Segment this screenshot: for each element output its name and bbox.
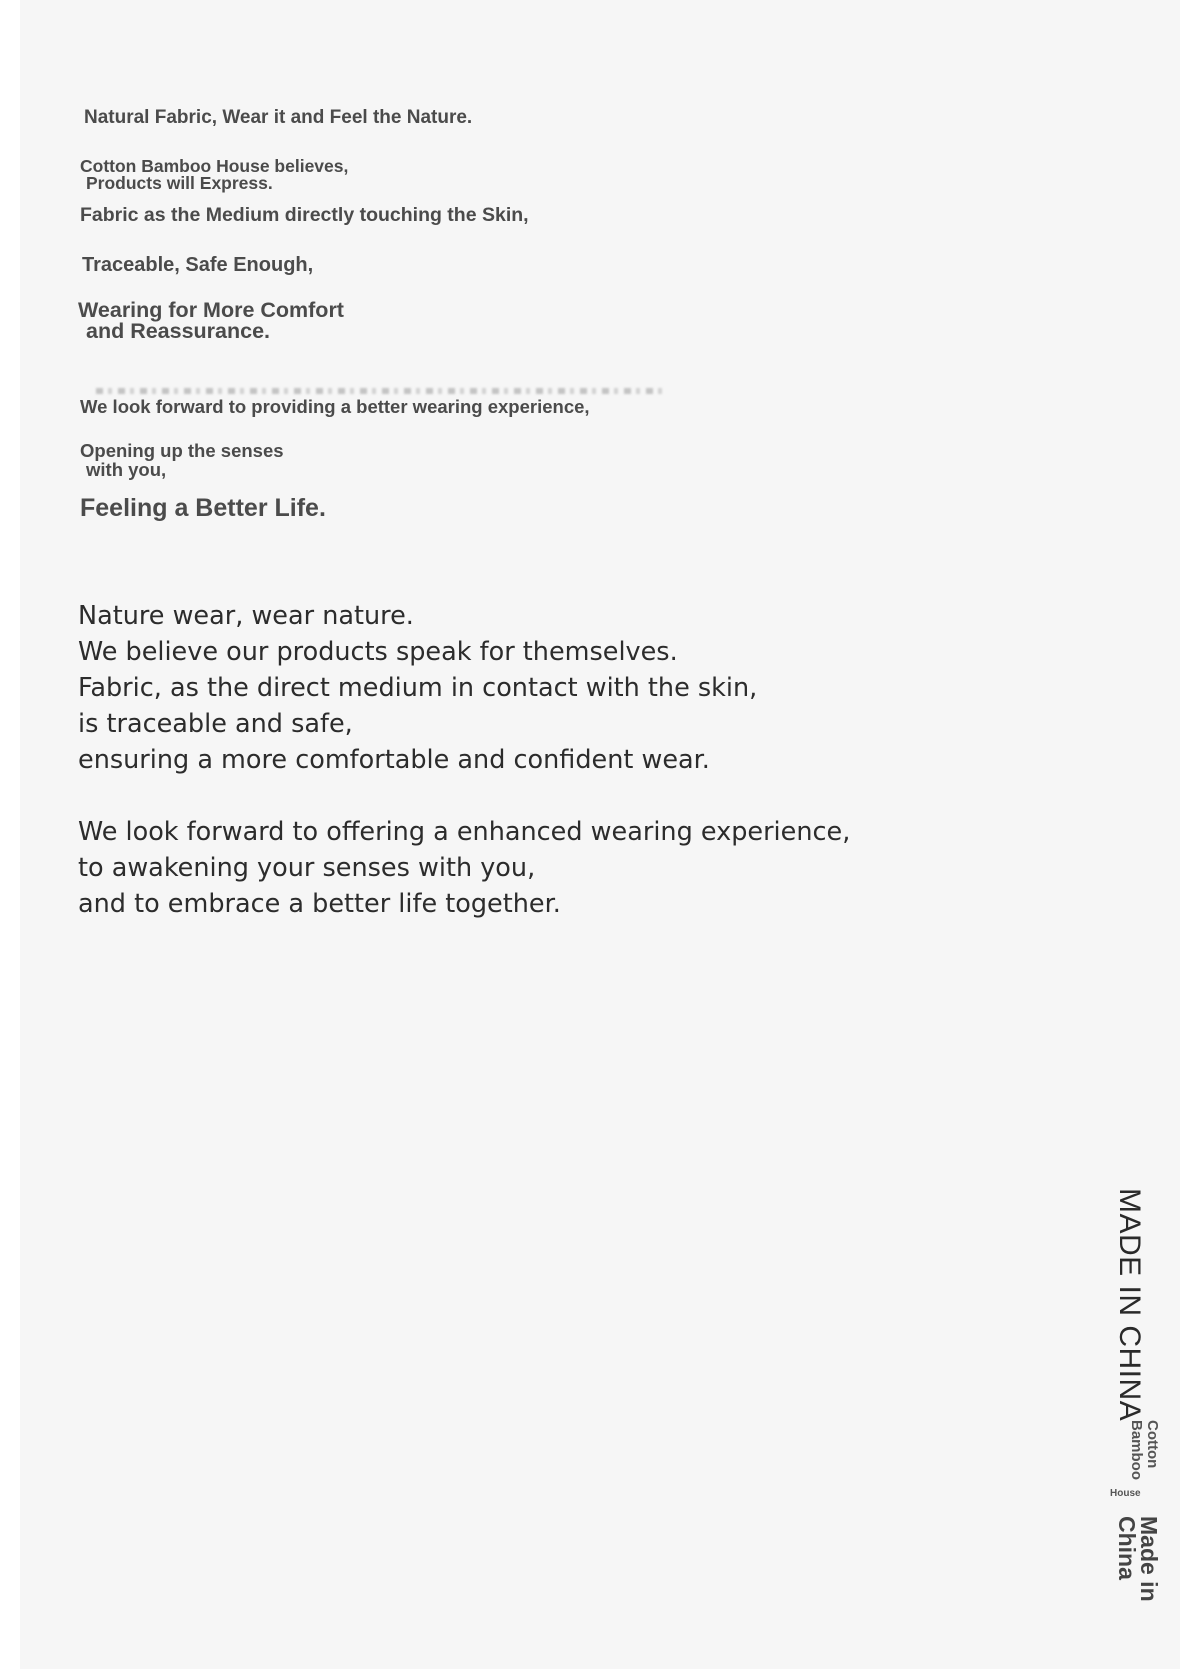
body-line: Nature wear, wear nature. [78, 601, 414, 631]
body-line: ensuring a more comfortable and confident wear. [78, 745, 710, 775]
body-line: Fabric, as the direct medium in contact with the skin, [78, 673, 758, 703]
header-line-better-life: Feeling a Better Life. [80, 494, 326, 522]
made-in-text: Made in [1136, 1516, 1162, 1602]
header-line-natural-fabric: Natural Fabric, Wear it and Feel the Nature. [84, 107, 473, 128]
body-line: is traceable and safe, [78, 709, 353, 739]
header-line-with-you: with you, [86, 459, 167, 480]
body-line: We look forward to offering a enhanced wearing experience, [78, 817, 851, 847]
header-line-look-forward: We look forward to providing a better wearing experience, [80, 396, 590, 417]
body-line: and to embrace a better life together. [78, 889, 561, 919]
brand-word-bamboo: Bamboo [1128, 1420, 1145, 1480]
smudge-mark [96, 388, 666, 394]
header-line-products-express: Products will Express. [86, 173, 273, 193]
brand-name-vertical [1128, 1420, 1160, 1480]
made-in-china-small-vertical [1116, 1516, 1160, 1602]
brand-word-cotton: Cotton [1144, 1420, 1161, 1469]
body-line: to awakening your senses with you, [78, 853, 536, 883]
china-text: China [1114, 1516, 1140, 1580]
body-line: We believe our products speak for themselves. [78, 637, 678, 667]
made-in-china-vertical: MADE IN CHINA [1113, 1188, 1146, 1422]
header-line-more-comfort: Wearing for More Comfort [78, 298, 344, 322]
header-line-traceable: Traceable, Safe Enough, [82, 254, 314, 276]
brand-word-house: House [1110, 1488, 1141, 1499]
header-line-opening-senses: Opening up the senses [80, 440, 284, 461]
body-paragraph-1 [78, 598, 757, 778]
header-line-reassurance: and Reassurance. [86, 319, 271, 343]
header-line-fabric-medium: Fabric as the Medium directly touching the Skin, [80, 204, 529, 226]
body-paragraph-2 [78, 814, 850, 922]
header-line-believes: Cotton Bamboo House believes, [80, 156, 349, 176]
